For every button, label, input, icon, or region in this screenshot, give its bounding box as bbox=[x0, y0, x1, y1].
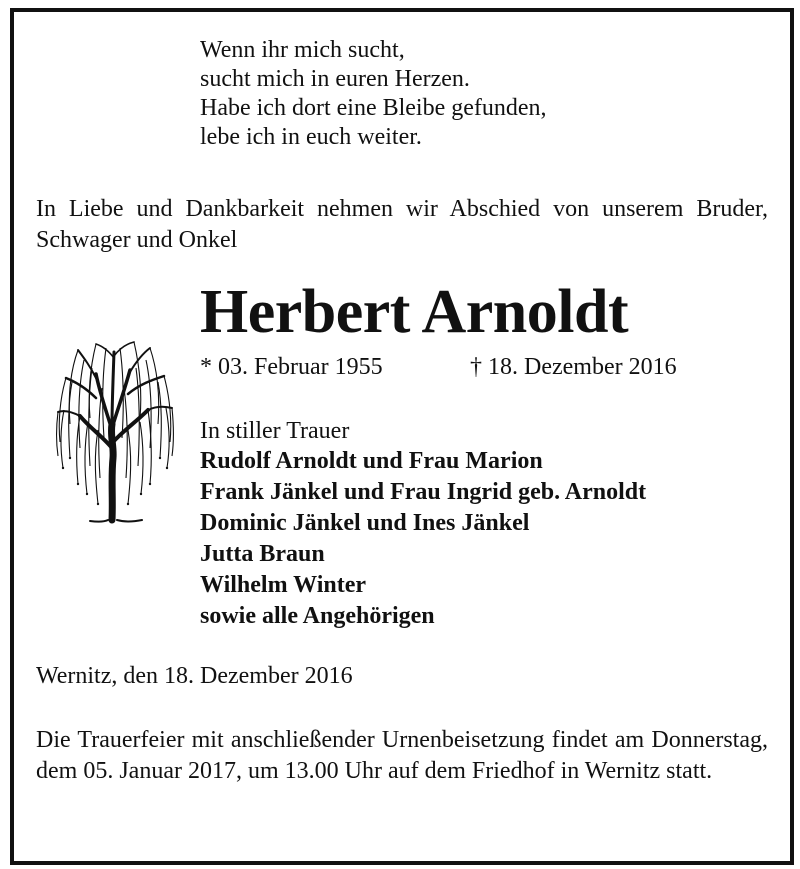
poem-line: Wenn ihr mich sucht, bbox=[200, 37, 405, 63]
death-date: † 18. Dezember 2016 bbox=[470, 354, 677, 380]
poem-line: Habe ich dort eine Bleibe gefunden, bbox=[200, 95, 547, 121]
mourners-list bbox=[200, 446, 646, 632]
poem-line: sucht mich in euren Herzen. bbox=[200, 66, 470, 92]
poem-line: lebe ich in euch weiter. bbox=[200, 124, 422, 150]
intro-text: In Liebe und Dankbarkeit nehmen wir Abschied von unserem Bruder, Schwager und Onkel bbox=[36, 196, 768, 253]
mourner-name: Rudolf Arnoldt und Frau Marion bbox=[200, 448, 543, 474]
mourner-name: Frank Jänkel und Frau Ingrid geb. Arnoldt bbox=[200, 479, 647, 505]
birth-date: * 03. Februar 1955 bbox=[200, 354, 383, 380]
mourner-name: Wilhelm Winter bbox=[200, 572, 367, 598]
poem bbox=[200, 36, 547, 152]
mourner-name: sowie alle Angehörigen bbox=[200, 603, 435, 629]
mourner-name: Jutta Braun bbox=[200, 541, 325, 567]
mourning-label: In stiller Trauer bbox=[200, 418, 350, 444]
funeral-notice: Die Trauerfeier mit anschließender Urnenbeisetzung findet am Donnerstag, dem 05. Januar 2017, um 13.00 Uhr auf dem Friedhof in Wernitz statt. bbox=[36, 727, 768, 784]
weeping-tree-icon bbox=[50, 338, 180, 528]
deceased-name: Herbert Arnoldt bbox=[200, 278, 629, 346]
place-date: Wernitz, den 18. Dezember 2016 bbox=[36, 663, 353, 689]
mourner-name: Dominic Jänkel und Ines Jänkel bbox=[200, 510, 530, 536]
